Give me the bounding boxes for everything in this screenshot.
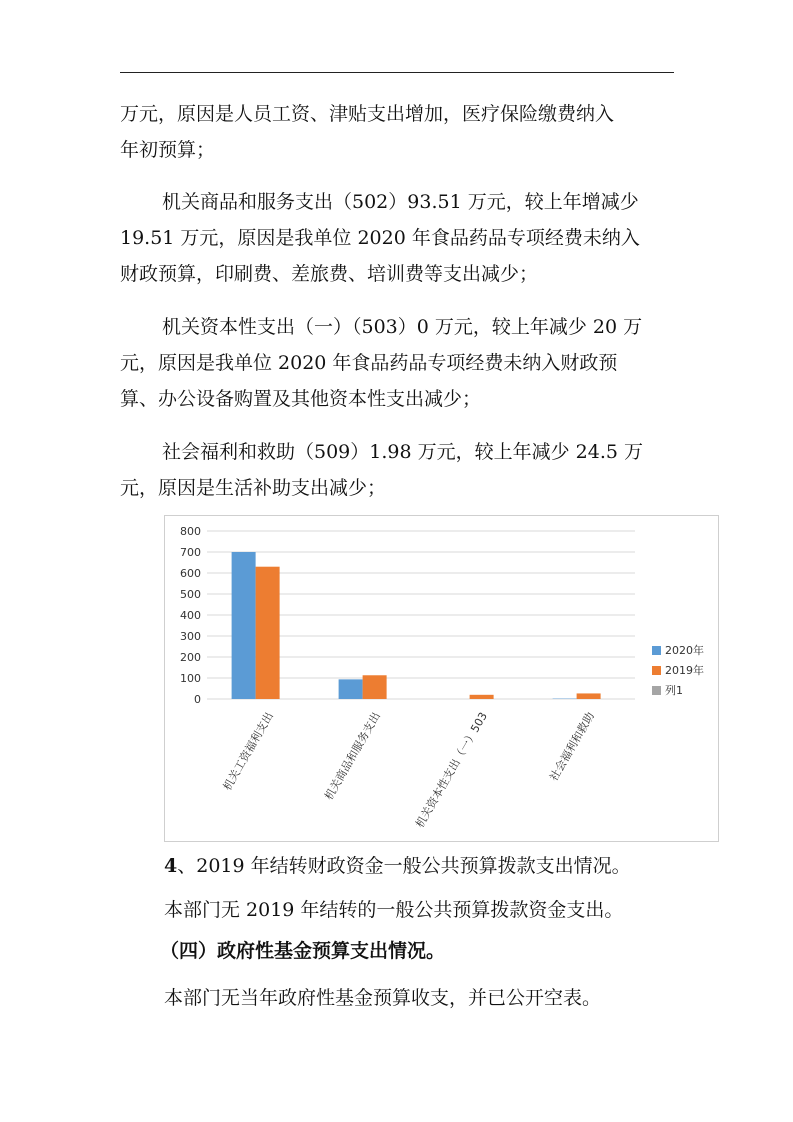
section-four-body-text: 本部门无当年政府性基金预算收支，并已公开空表。 (164, 987, 602, 1009)
section-four-body (164, 980, 724, 1016)
section-4-body-text: 本部门无 2019 年结转的一般公共预算拨款资金支出。 (164, 899, 624, 921)
bar-0-1 (256, 567, 280, 699)
y-tick-label-0: 0 (194, 693, 201, 706)
para1-line1: 万元，原因是人员工资、津贴支出增加，医疗保险缴费纳入 (120, 103, 615, 125)
x-category-label-0: 机关工资福利支出 (220, 710, 276, 793)
paragraph-4 (120, 434, 680, 506)
legend-swatch-2 (652, 686, 661, 695)
chart-canvas (165, 516, 718, 841)
section-four-heading-text: （四）政府性基金预算支出情况。 (160, 940, 446, 962)
section-4-text: 、2019 年结转财政资金一般公共预算拨款支出情况。 (177, 855, 631, 877)
y-tick-label-1: 100 (180, 672, 201, 685)
para3-line1: 机关资本性支出（一）（503）0 万元，较上年减少 20 万 (162, 316, 643, 338)
expenditure-bar-chart (164, 515, 719, 842)
bar-0-0 (232, 552, 256, 699)
section-four-heading (160, 933, 720, 969)
y-tick-label-3: 300 (180, 630, 201, 643)
para3-line3: 算、办公设备购置及其他资本性支出减少； (120, 388, 482, 410)
para4-line2: 元，原因是生活补助支出减少； (120, 477, 387, 499)
y-tick-label-6: 600 (180, 567, 201, 580)
paragraph-3 (120, 309, 680, 417)
y-tick-label-5: 500 (180, 588, 201, 601)
section-4-body (164, 892, 724, 928)
bar-1-1 (363, 675, 387, 699)
legend-label-0: 2020年 (665, 644, 704, 657)
para4-line1: 社会福利和救助（509）1.98 万元，较上年减少 24.5 万 (162, 441, 643, 463)
y-tick-label-7: 700 (180, 546, 201, 559)
legend-label-2: 列1 (665, 684, 683, 697)
x-category-label-1: 机关商品和服务支出 (322, 710, 383, 803)
para2-line2: 19.51 万元，原因是我单位 2020 年食品药品专项经费未纳入 (120, 227, 640, 249)
y-tick-label-2: 200 (180, 651, 201, 664)
x-category-label-2: 机关资本性支出（一）503 (413, 710, 490, 830)
header-rule (120, 72, 674, 73)
para2-line1: 机关商品和服务支出（502）93.51 万元，较上年增减少 (162, 191, 639, 213)
y-tick-label-4: 400 (180, 609, 201, 622)
para1-line2: 年初预算； (120, 139, 216, 161)
x-category-label-3: 社会福利和救助 (547, 710, 597, 784)
paragraph-2 (120, 184, 680, 292)
paragraph-1 (120, 96, 680, 168)
legend-swatch-1 (652, 666, 661, 675)
bar-1-0 (339, 679, 363, 699)
bar-2-1 (470, 695, 494, 699)
para2-line3: 财政预算，印刷费、差旅费、培训费等支出减少； (120, 263, 539, 285)
section-4-number: 4 (164, 855, 178, 877)
y-tick-label-8: 800 (180, 525, 201, 538)
legend-swatch-0 (652, 646, 661, 655)
para3-line2: 元，原因是我单位 2020 年食品药品专项经费未纳入财政预 (120, 352, 618, 374)
legend-label-1: 2019年 (665, 664, 704, 677)
section-4-heading (164, 848, 724, 884)
bar-3-1 (577, 693, 601, 699)
